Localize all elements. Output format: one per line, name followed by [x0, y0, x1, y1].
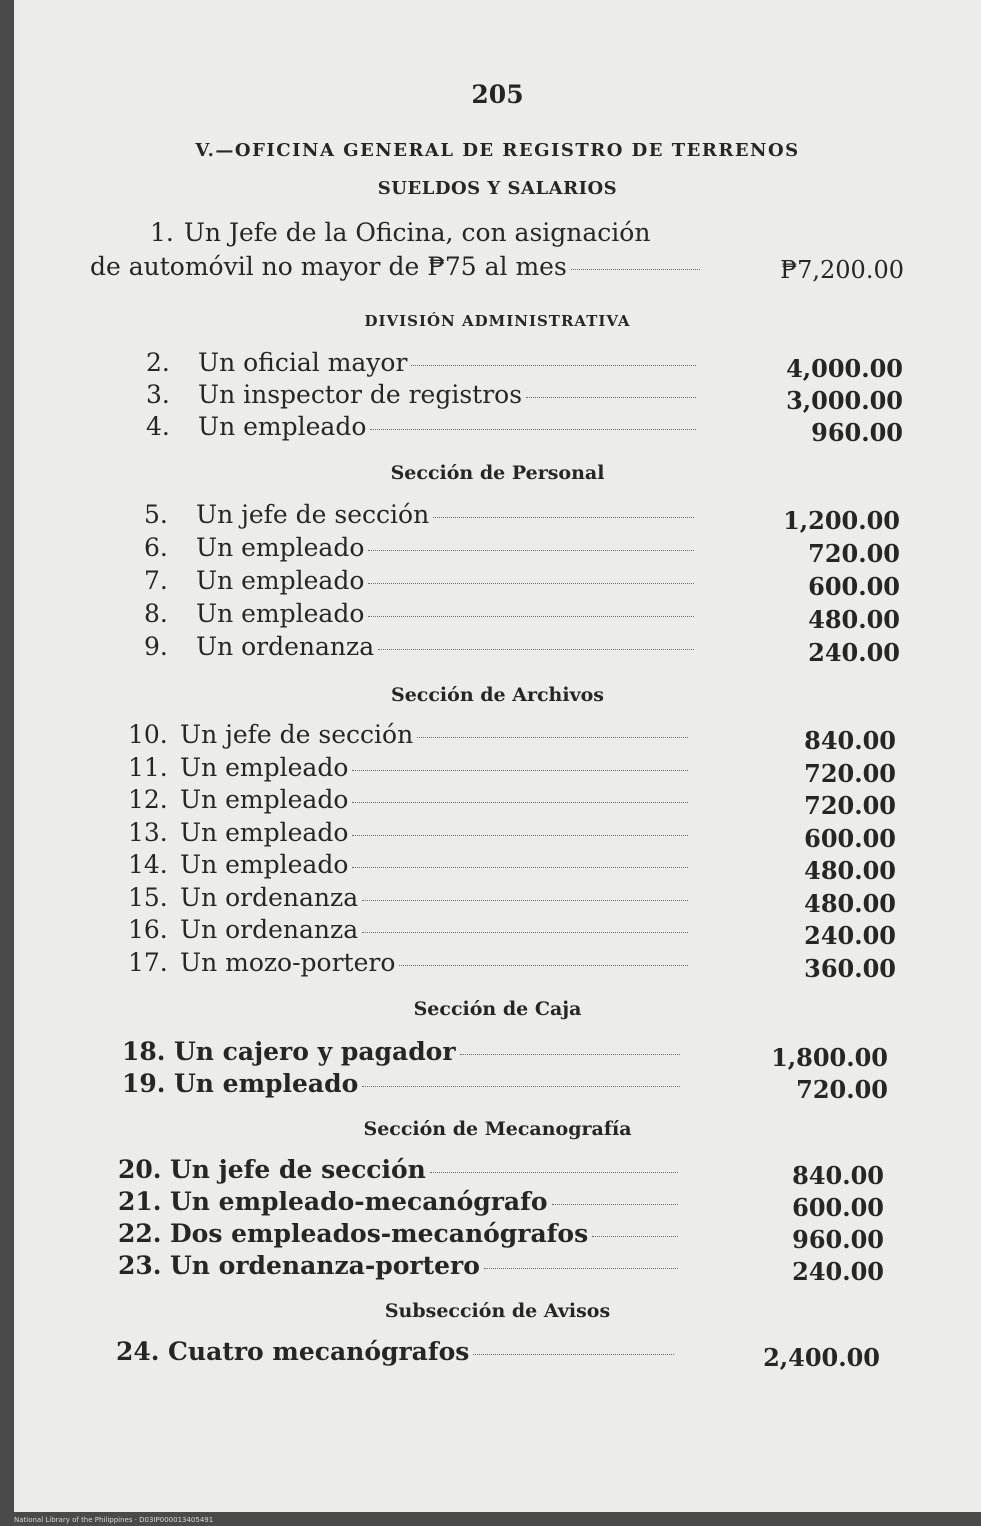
item-description: Un empleado — [174, 1069, 359, 1098]
item-amount: 240.00 — [792, 1257, 884, 1286]
item-1-line-2 — [90, 252, 706, 281]
line-item — [144, 533, 700, 562]
line-item — [122, 1037, 686, 1066]
item-description: Dos empleados-mecanógrafos — [170, 1219, 589, 1248]
dot-leader — [378, 649, 694, 650]
item-amount: 960.00 — [811, 418, 903, 447]
dot-leader — [399, 965, 688, 966]
item-number: 24. — [116, 1337, 160, 1366]
dot-leader — [552, 1204, 678, 1205]
item-amount: 480.00 — [804, 889, 896, 918]
line-item — [146, 348, 702, 377]
item-description: Un jefe de sección — [196, 500, 430, 529]
item-amount: 720.00 — [804, 759, 896, 788]
item-number: 7. — [144, 566, 168, 595]
item-number: 12. — [128, 785, 168, 814]
item-number: 18. — [122, 1037, 166, 1066]
line-item — [128, 883, 694, 912]
item-number: 6. — [144, 533, 168, 562]
line-item — [118, 1251, 684, 1280]
line-item — [144, 566, 700, 595]
item-amount: 840.00 — [804, 726, 896, 755]
item-description: Un empleado-mecanógrafo — [170, 1187, 548, 1216]
dot-leader — [430, 1172, 678, 1173]
item-1-line-1 — [150, 218, 710, 247]
line-item — [118, 1155, 684, 1184]
item-description: Un empleado — [180, 785, 349, 814]
item-description: Un jefe de sección — [170, 1155, 426, 1184]
item-amount: 480.00 — [804, 856, 896, 885]
section-heading: Subsección de Avisos — [384, 1300, 611, 1322]
item-description: Un empleado — [198, 412, 367, 441]
item-number: 2. — [146, 348, 170, 377]
section-heading: Sección de Personal — [390, 462, 605, 484]
item-number: 9. — [144, 632, 168, 661]
item-amount: 960.00 — [792, 1225, 884, 1254]
line-item — [128, 948, 694, 977]
item-number: 1. — [150, 218, 174, 247]
dot-leader — [352, 770, 688, 771]
item-number: 8. — [144, 599, 168, 628]
item-amount: 1,200.00 — [783, 506, 900, 535]
line-item — [128, 720, 694, 749]
item-number: 5. — [144, 500, 168, 529]
dot-leader — [411, 365, 696, 366]
item-description: Un empleado — [180, 753, 349, 782]
item-number: 15. — [128, 883, 168, 912]
item-amount: 1,800.00 — [771, 1043, 888, 1072]
item-number: 22. — [118, 1219, 162, 1248]
line-item — [118, 1219, 684, 1248]
item-amount: 600.00 — [804, 824, 896, 853]
dot-leader — [473, 1354, 674, 1355]
item-amount: 360.00 — [804, 954, 896, 983]
item-number: 3. — [146, 380, 170, 409]
line-item — [146, 412, 702, 441]
item-description-continued: de automóvil no mayor de ₱75 al mes — [90, 252, 567, 281]
item-amount: 720.00 — [804, 791, 896, 820]
line-item — [128, 785, 694, 814]
item-description: Un Jefe de la Oficina, con asignación — [183, 218, 651, 247]
item-amount: 600.00 — [792, 1193, 884, 1222]
item-amount: ₱7,200.00 — [780, 256, 904, 284]
line-item — [118, 1187, 684, 1216]
item-description: Un oficial mayor — [198, 348, 408, 377]
item-number: 16. — [128, 915, 168, 944]
dot-leader — [362, 900, 688, 901]
item-number: 19. — [122, 1069, 166, 1098]
item-amount: 480.00 — [808, 605, 900, 634]
line-item — [116, 1337, 680, 1366]
section-heading: Sección de Caja — [413, 998, 582, 1020]
item-number: 17. — [128, 948, 168, 977]
item-amount: 720.00 — [796, 1075, 888, 1104]
section-heading: DIVISIÓN ADMINISTRATIVA — [364, 312, 631, 330]
dot-leader — [592, 1236, 678, 1237]
dot-leader — [368, 583, 694, 584]
item-amount: 840.00 — [792, 1161, 884, 1190]
dot-leader — [526, 397, 696, 398]
section-heading: Sección de Mecanografía — [363, 1118, 632, 1140]
document-title: V.—OFICINA GENERAL DE REGISTRO DE TERRENOS — [195, 140, 800, 161]
item-number: 21. — [118, 1187, 162, 1216]
item-amount: 720.00 — [808, 539, 900, 568]
document-subtitle: SUELDOS Y SALARIOS — [377, 178, 618, 199]
item-number: 4. — [146, 412, 170, 441]
line-item — [122, 1069, 686, 1098]
item-number: 11. — [128, 753, 168, 782]
item-number: 10. — [128, 720, 168, 749]
item-amount: 240.00 — [808, 638, 900, 667]
dot-leader — [433, 517, 694, 518]
item-description: Un ordenanza-portero — [170, 1251, 480, 1280]
dot-leader — [370, 429, 696, 430]
item-description: Un mozo-portero — [180, 948, 396, 977]
dot-leader — [362, 932, 688, 933]
dot-leader — [352, 835, 688, 836]
item-description: Un ordenanza — [196, 632, 375, 661]
item-description: Un empleado — [180, 850, 349, 879]
item-number: 23. — [118, 1251, 162, 1280]
item-amount: 4,000.00 — [786, 354, 903, 383]
dot-leader — [352, 867, 688, 868]
item-description: Un empleado — [196, 599, 365, 628]
dot-leader — [571, 269, 700, 270]
item-description: Un empleado — [196, 533, 365, 562]
item-amount: 240.00 — [804, 921, 896, 950]
line-item — [144, 500, 700, 529]
dot-leader — [352, 802, 688, 803]
item-description: Un jefe de sección — [180, 720, 414, 749]
section-heading: Sección de Archivos — [390, 684, 605, 706]
item-amount: 600.00 — [808, 572, 900, 601]
line-item — [128, 753, 694, 782]
dot-leader — [368, 616, 694, 617]
item-description: Un empleado — [196, 566, 365, 595]
line-item — [144, 599, 700, 628]
dot-leader — [368, 550, 694, 551]
dot-leader — [460, 1054, 680, 1055]
footer-credit: National Library of the Philippines · D03IP000013405491 — [14, 1516, 214, 1524]
item-number: 13. — [128, 818, 168, 847]
dot-leader — [484, 1268, 678, 1269]
item-amount: 3,000.00 — [786, 386, 903, 415]
item-description: Un cajero y pagador — [174, 1037, 456, 1066]
item-description: Cuatro mecanógrafos — [168, 1337, 470, 1366]
line-item — [144, 632, 700, 661]
item-description: Un ordenanza — [180, 883, 359, 912]
item-number: 14. — [128, 850, 168, 879]
item-description: Un empleado — [180, 818, 349, 847]
line-item — [128, 915, 694, 944]
item-description: Un inspector de registros — [198, 380, 523, 409]
line-item — [128, 818, 694, 847]
page-number: 205 — [471, 80, 524, 109]
line-item — [128, 850, 694, 879]
dot-leader — [362, 1086, 680, 1087]
document-page — [14, 0, 981, 1524]
item-description: Un ordenanza — [180, 915, 359, 944]
line-item — [146, 380, 702, 409]
item-amount: 2,400.00 — [763, 1343, 880, 1372]
item-number: 20. — [118, 1155, 162, 1184]
dot-leader — [417, 737, 688, 738]
